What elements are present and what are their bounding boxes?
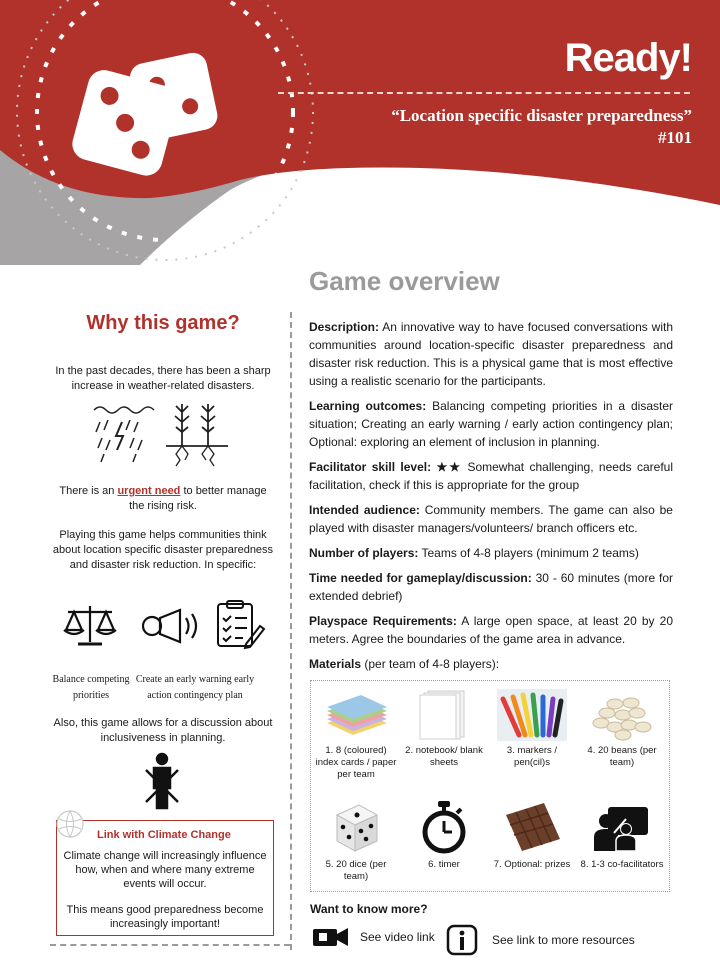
- materials-panel: [310, 680, 670, 892]
- page-title: Ready!: [564, 36, 692, 80]
- caption-early-warning: Create an early warning early action contingency plan: [135, 674, 255, 701]
- globe-thermometer-icon: [53, 807, 87, 841]
- overview-materials: Materials (per team of 4-8 players):: [309, 657, 500, 671]
- dice-icon: [331, 799, 381, 855]
- megaphone-icon: [143, 610, 196, 642]
- climate-title: Link with Climate Change: [97, 829, 231, 841]
- markers-icon: [497, 689, 567, 741]
- chocolate-icon: [500, 799, 564, 855]
- urgent-need-highlight: urgent need: [117, 485, 181, 497]
- storm-rain-icon: [94, 407, 154, 462]
- climate-text-2: This means good preparedness become increasingly important!: [66, 904, 264, 930]
- balance-scale-icon: [64, 606, 116, 644]
- page-subtitle: “Location specific disaster preparedness”: [391, 106, 692, 125]
- dry-plants-icon: [166, 404, 228, 466]
- overview-description: Description: An innovative way to have focused conversations with communities around location-specific disaster preparedness and disaster risk reduction. This is a physical game that is most effective using a realistic scenario for the participants.: [309, 320, 673, 388]
- why-paragraph-1: In the past decades, there has been a sharp increase in weather-related disasters.: [55, 365, 271, 392]
- material-dice: 5. 20 dice (per team): [313, 799, 399, 883]
- info-icon: [446, 924, 478, 956]
- why-heading: Why this game?: [86, 312, 240, 334]
- video-camera-icon: [312, 924, 350, 950]
- climate-text-1: Climate change will increasingly influence how, when and where many extreme events will occur.: [63, 850, 267, 890]
- overview-skill-level: Facilitator skill level: ★★ Somewhat challenging, needs careful facilitation, check if this is appropriate for the group: [309, 460, 674, 492]
- material-markers: 3. markers / pen(cil)s: [489, 689, 575, 769]
- why-paragraph-3: Playing this game helps communities think about location specific disaster preparedness and disaster risk reduction. In specific:: [52, 529, 274, 571]
- checklist-icon: [218, 601, 264, 648]
- resources-link-label[interactable]: See link to more resources: [492, 933, 635, 947]
- video-link[interactable]: [312, 924, 435, 950]
- stopwatch-icon: [419, 799, 469, 855]
- left-bottom-divider: [50, 944, 290, 946]
- climate-change-box: [56, 820, 274, 936]
- title-divider: [278, 92, 690, 94]
- overview-players: Number of players: Teams of 4-8 players (minimum 2 teams): [309, 546, 639, 560]
- overview-heading: Game overview: [309, 266, 500, 296]
- weather-icons: [90, 400, 230, 470]
- index-cards-icon: [321, 693, 391, 741]
- video-link-label[interactable]: See video link: [360, 930, 435, 944]
- overview-learning-outcomes: Learning outcomes: Balancing competing priorities in a disaster situation; Creating an early warning / early action contingency plan; Optional: exploring an element of inclusion in planning.: [309, 399, 673, 449]
- want-to-know-more: Want to know more?: [310, 902, 428, 916]
- material-facilitators: 8. 1-3 co-facilitators: [579, 799, 665, 871]
- material-prizes: 7. Optional: prizes: [489, 799, 575, 871]
- column-divider: [290, 312, 292, 950]
- overview-playspace: Playspace Requirements: A large open space, at least 20 by 20 meters. Agree the boundaries of the game area in advance.: [309, 614, 673, 646]
- material-beans: 4. 20 beans (per team): [579, 691, 665, 769]
- overview-list: [309, 318, 673, 680]
- material-timer: 6. timer: [401, 799, 487, 871]
- why-paragraph-4: Also, this game allows for a discussion about inclusiveness in planning.: [53, 717, 273, 744]
- resources-link[interactable]: [446, 924, 635, 956]
- inclusion-person-icon: [142, 752, 182, 812]
- overview-audience: Intended audience: Community members. The game can also be played with disaster managers/volunteers/ branch officers etc.: [309, 503, 673, 535]
- blank-sheets-icon: [414, 689, 474, 741]
- why-paragraph-2: There is an urgent need to better manage the rising risk.: [59, 485, 267, 512]
- material-index-cards: 1. 8 (coloured) index cards / paper per team: [313, 693, 399, 781]
- material-blank-sheets: 2. notebook/ blank sheets: [401, 689, 487, 769]
- facilitators-icon: [592, 799, 652, 855]
- goal-icons: [60, 600, 270, 650]
- game-number: #101: [658, 128, 692, 147]
- overview-time: Time needed for gameplay/discussion: 30 - 60 minutes (more for extended debrief): [309, 571, 673, 603]
- caption-balance: Balance competing priorities: [52, 674, 130, 701]
- beans-icon: [587, 691, 657, 741]
